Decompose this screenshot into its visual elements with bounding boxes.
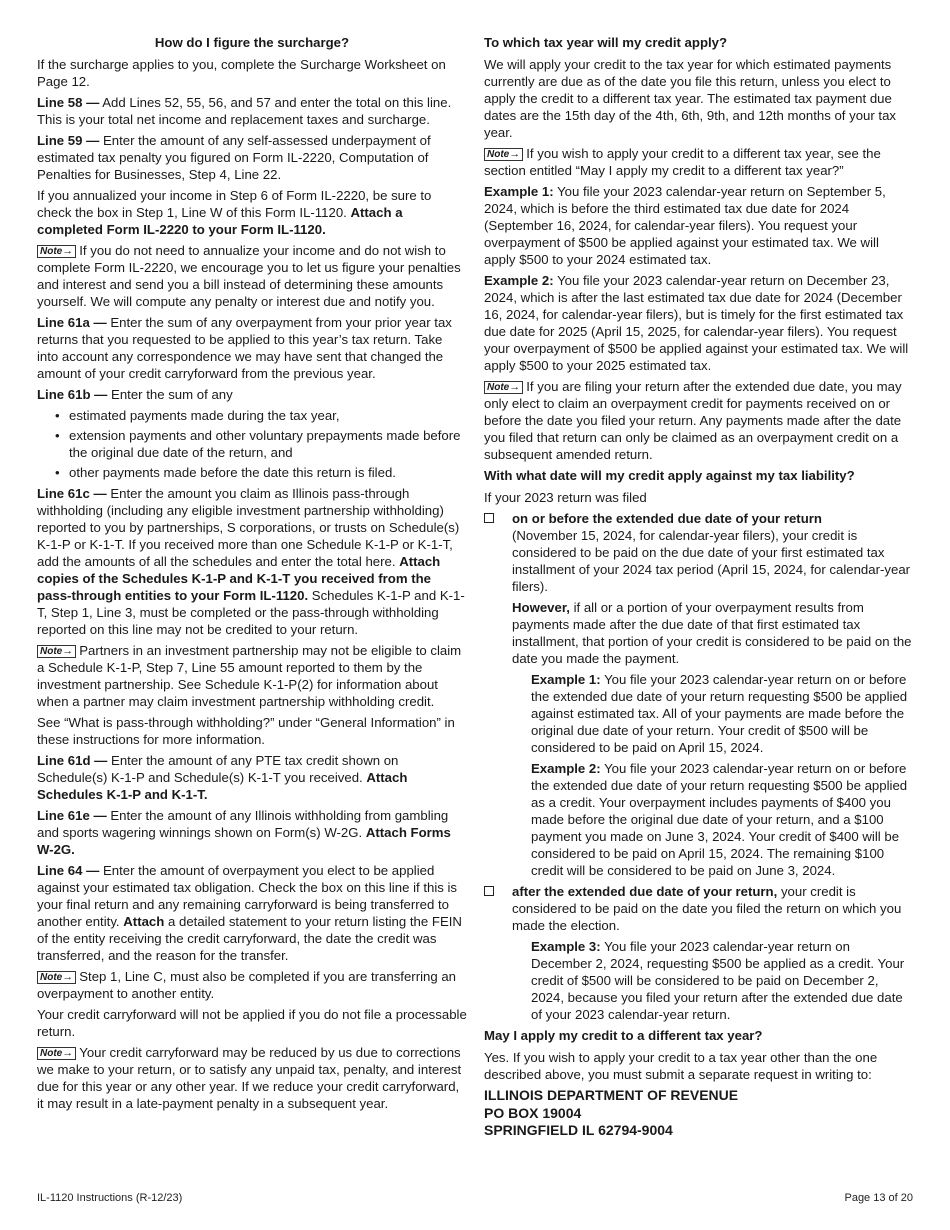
line61e-paragraph	[37, 807, 467, 858]
line61a-label: Line 61a —	[37, 315, 107, 330]
sub-example1-text: You file your 2023 calendar-year return on or before the extended due date of your return requesting $500 be applied against estimated tax. All of your payments are made before the original due date of your return. Your credit of $500 will be considered to be paid on April 15, 2024.	[531, 672, 908, 755]
line58-label: Line 58 —	[37, 95, 100, 110]
annualized-text: If you annualized your income in Step 6 of Form IL-2220, be sure to check the box in Step 1, Line W of this Form IL-1120.	[37, 188, 432, 220]
see-paragraph: See “What is pass-through withholding?” under “General Information” in these instructions for more information.	[37, 715, 455, 747]
sub-example3-paragraph	[484, 938, 914, 1023]
example1-paragraph	[484, 183, 914, 268]
example2-paragraph	[484, 272, 914, 374]
cb1-bold: on or before the extended due date of your return	[512, 511, 822, 526]
sub-example2-text: You file your 2023 calendar-year return on or before the extended due date of your return requesting $500 be applied as a credit. Your overpayment includes payments of $400 you made before the original due date of your return, and a $100 payment you made on June 3, 2024. Your credit of $400 will be considered to be paid on April 15, 2024. The remaining $100 credit will be considered to be paid on June 3, 2024.	[531, 761, 908, 878]
however-paragraph	[484, 599, 914, 667]
line61d-bold: Attach Schedules K-1-P and K-1-T.	[37, 770, 408, 802]
however-text: if all or a portion of your overpayment results from payments made after the due date of that first estimated tax installment, that portion of your credit is considered to be paid on the date you made the payment.	[512, 600, 912, 666]
cb2-bold: after the extended due date of your return,	[512, 884, 778, 899]
note2-text: Partners in an investment partnership may not be eligible to claim a Schedule K-1-P, Step 7, Line 55 amount reported to them by the investment partnership. See Schedule K-1-P(2) for information about when a partner may claim investment partnership withholding credit.	[37, 643, 462, 709]
example2-text: You file your 2023 calendar-year return on December 23, 2024, which is after the last estimated tax due date for 2024 (December 16, 2024, for calendar-year filers), but is timely for the first estimated tax due date for 2025 (April 15, 2025, for calendar-year filers). You request your overpayment of $500 be applied against your estimated tax. We will apply $500 to your 2025 estimated tax.	[484, 273, 909, 373]
address-line: PO BOX 19004	[484, 1104, 582, 1121]
line61d-paragraph	[37, 752, 467, 803]
line61d-text: Enter the amount of any PTE tax credit shown on Schedule(s) K-1-P and Schedule(s) K-1-T you received.	[37, 753, 399, 785]
line61e-bold: Attach Forms W-2G.	[37, 825, 451, 857]
list-item: • other payments made before the date this return is filed.	[55, 464, 467, 481]
address-line: SPRINGFIELD IL 62794-9004	[484, 1122, 673, 1138]
line61c-paragraph	[37, 485, 467, 638]
checkbox-item-on-before	[484, 510, 914, 595]
mailing-address	[484, 1087, 914, 1140]
cb1-text: (November 15, 2024, for calendar-year filers), your credit is considered to be paid on the due date of your first estimated tax installment of your 2024 tax period (April 15, 2024, for calendar-year filers).	[512, 528, 911, 594]
note6-text: If you are filing your return after the extended due date, you may only elect to claim an overpayment credit for payments received on or before the date you filed your return. Any payments made after the date you filed that return can only be claimed as an overpayment credit on a subsequent amended return.	[484, 379, 902, 462]
note-icon: Note →	[484, 148, 523, 161]
note4-paragraph	[37, 1044, 467, 1112]
sub-example1-label: Example 1:	[531, 672, 601, 687]
line64-text2: a detailed statement to your return listing the FEIN of the entity receiving the credit carryforward, the date the credit was transferred, and the reason for the transfer.	[37, 914, 462, 963]
line61b-label: Line 61b —	[37, 387, 108, 402]
list-item: • extension payments and other voluntary prepayments made before the original due date of the return, and	[55, 427, 467, 461]
line61c-text2: Schedules K-1-P and K-1-T, Step 1, Line 3, must be completed or the pass-through withholding reported on this line may not be credited to your return.	[37, 588, 465, 637]
line59-text: Enter the amount of any self-assessed underpayment of estimated tax penalty you figured on Form IL-2220, Computation of Penalties for Businesses, Step 4, Line 22.	[37, 133, 431, 182]
checkbox-square-icon	[484, 513, 494, 523]
line61c-text: Enter the amount you claim as Illinois pass-through withholding (including any eligible investment partnership withholding) reported to you by partnerships, S corporations, or trusts on Schedule(s) K-1-P or K-1-T. If you received more than one Schedule K-1-P or K-1-T, add the amounts of all the schedules and enter the total here.	[37, 486, 460, 569]
carry-paragraph: Your credit carryforward will not be applied if you do not file a processable return.	[37, 1007, 467, 1039]
footer-form-id: IL-1120 Instructions (R-12/23)	[37, 1192, 183, 1204]
line59-label: Line 59 —	[37, 133, 100, 148]
annualized-paragraph	[37, 187, 467, 238]
left-column	[37, 34, 467, 1116]
surcharge-heading: How do I figure the surcharge?	[154, 35, 350, 50]
right-column	[484, 34, 914, 1140]
note-icon: Note →	[37, 245, 76, 258]
line59-paragraph	[37, 132, 467, 183]
example1-text: You file your 2023 calendar-year return on September 5, 2024, which is before the third estimated tax due date for 2024 (September 16, 2024, for calendar-year filers). You request your overpayment of $500 be applied against your estimated tax. We will apply $500 to your 2024 estimated tax.	[484, 184, 886, 267]
what-date-heading: With what date will my credit apply against my tax liability?	[484, 468, 855, 483]
which-year-text: We will apply your credit to the tax year for which estimated payments currently are due as of the date you file this return, unless you elect to apply the credit to a different tax year. The estimated tax payment due dates are the 15th day of the 4th, 6th, 9th, and 12th months of your tax year.	[484, 57, 897, 140]
cb2-text: your credit is considered to be paid on the date you filed the return on which you made the election.	[512, 884, 902, 933]
sub-example2-paragraph	[484, 760, 914, 879]
note-icon: Note →	[37, 645, 76, 658]
checkbox-square-icon	[484, 886, 494, 896]
footer-page-number: Page 13 of 20	[844, 1192, 913, 1204]
line64-bold: Attach	[123, 914, 165, 929]
line61b-text: Enter the sum of any	[111, 387, 233, 402]
note1-paragraph	[37, 242, 467, 310]
sub-example1-paragraph	[484, 671, 914, 756]
annualized-bold: Attach a completed Form IL-2220 to your Form IL-1120.	[37, 205, 403, 237]
note5-paragraph	[484, 145, 914, 179]
note5-text: If you wish to apply your credit to a different tax year, see the section entitled “May I apply my credit to a different tax year?”	[484, 146, 881, 178]
surcharge-text: If the surcharge applies to you, complete the Surcharge Worksheet on Page 12.	[37, 57, 446, 89]
line64-text: Enter the amount of overpayment you elect to be applied against your estimated tax obligation. Check the box on this line if this is your final return and any remaining carryforward is being transferred to another entity.	[37, 863, 458, 929]
line61e-label: Line 61e —	[37, 808, 107, 823]
different-year-heading: May I apply my credit to a different tax year?	[484, 1028, 763, 1043]
line61c-label: Line 61c —	[37, 486, 107, 501]
line61e-text: Enter the amount of any Illinois withholding from gambling and sports wagering winnings shown on Form(s) W-2G.	[37, 808, 449, 840]
line61b-list	[37, 407, 467, 481]
checkbox-item-after	[484, 883, 914, 934]
line61a-paragraph	[37, 314, 467, 382]
line64-label: Line 64 —	[37, 863, 100, 878]
example2-label: Example 2:	[484, 273, 554, 288]
different-year-text: Yes. If you wish to apply your credit to a tax year other than the one described above, you must submit a separate request in writing to:	[484, 1050, 878, 1082]
however-bold: However,	[512, 600, 570, 615]
note-icon: Note →	[37, 971, 76, 984]
if-filed-text: If your 2023 return was filed	[484, 490, 647, 505]
note-icon: Note →	[37, 1047, 76, 1060]
line58-paragraph	[37, 94, 467, 128]
line58-text: Add Lines 52, 55, 56, and 57 and enter the total on this line. This is your total net income and replacement taxes and surcharge.	[37, 95, 452, 127]
address-line: ILLINOIS DEPARTMENT OF REVENUE	[484, 1087, 739, 1103]
sub-example3-label: Example 3:	[531, 939, 601, 954]
line61a-text: Enter the sum of any overpayment from your prior year tax returns that you requested to be applied to this year’s tax return. Take into account any correspondence we may have sent that changed the amount of your credit carryforward from the previous year.	[37, 315, 452, 381]
list-item: • estimated payments made during the tax year,	[55, 407, 467, 424]
note1-text: If you do not need to annualize your income and do not wish to complete Form IL-2220, we encourage you to let us figure your penalties and interest and send you a bill instead of determining these amounts yourself. We will compute any penalty or interest due and notify you.	[37, 243, 461, 309]
note3-text: Step 1, Line C, must also be completed if you are transferring an overpayment to another entity.	[37, 969, 457, 1001]
sub-example2-label: Example 2:	[531, 761, 601, 776]
note-icon: Note →	[484, 381, 523, 394]
note3-paragraph	[37, 968, 467, 1002]
line61b-paragraph	[37, 386, 467, 403]
example1-label: Example 1:	[484, 184, 554, 199]
note2-paragraph	[37, 642, 467, 710]
line61d-label: Line 61d —	[37, 753, 108, 768]
line64-paragraph	[37, 862, 467, 964]
which-year-heading: To which tax year will my credit apply?	[484, 35, 728, 50]
note4-text: Your credit carryforward may be reduced by us due to corrections we make to your return, or to satisfy any unpaid tax, penalty, and interest due for this year or any other year. If we reduce your credit carryforward, it may result in a late-payment penalty in a subsequent year.	[37, 1045, 462, 1111]
sub-example3-text: You file your 2023 calendar-year return on December 2, 2024, requesting $500 be applied as a credit. Your credit of $500 will be considered to be paid on December 2, 2024, because you filed your return after the extended due date of your 2023 calendar-year return.	[531, 939, 905, 1022]
line61c-bold: Attach copies of the Schedules K-1-P and K-1-T you received from the pass-through entities to your Form IL-1120.	[37, 554, 441, 603]
note6-paragraph	[484, 378, 914, 463]
